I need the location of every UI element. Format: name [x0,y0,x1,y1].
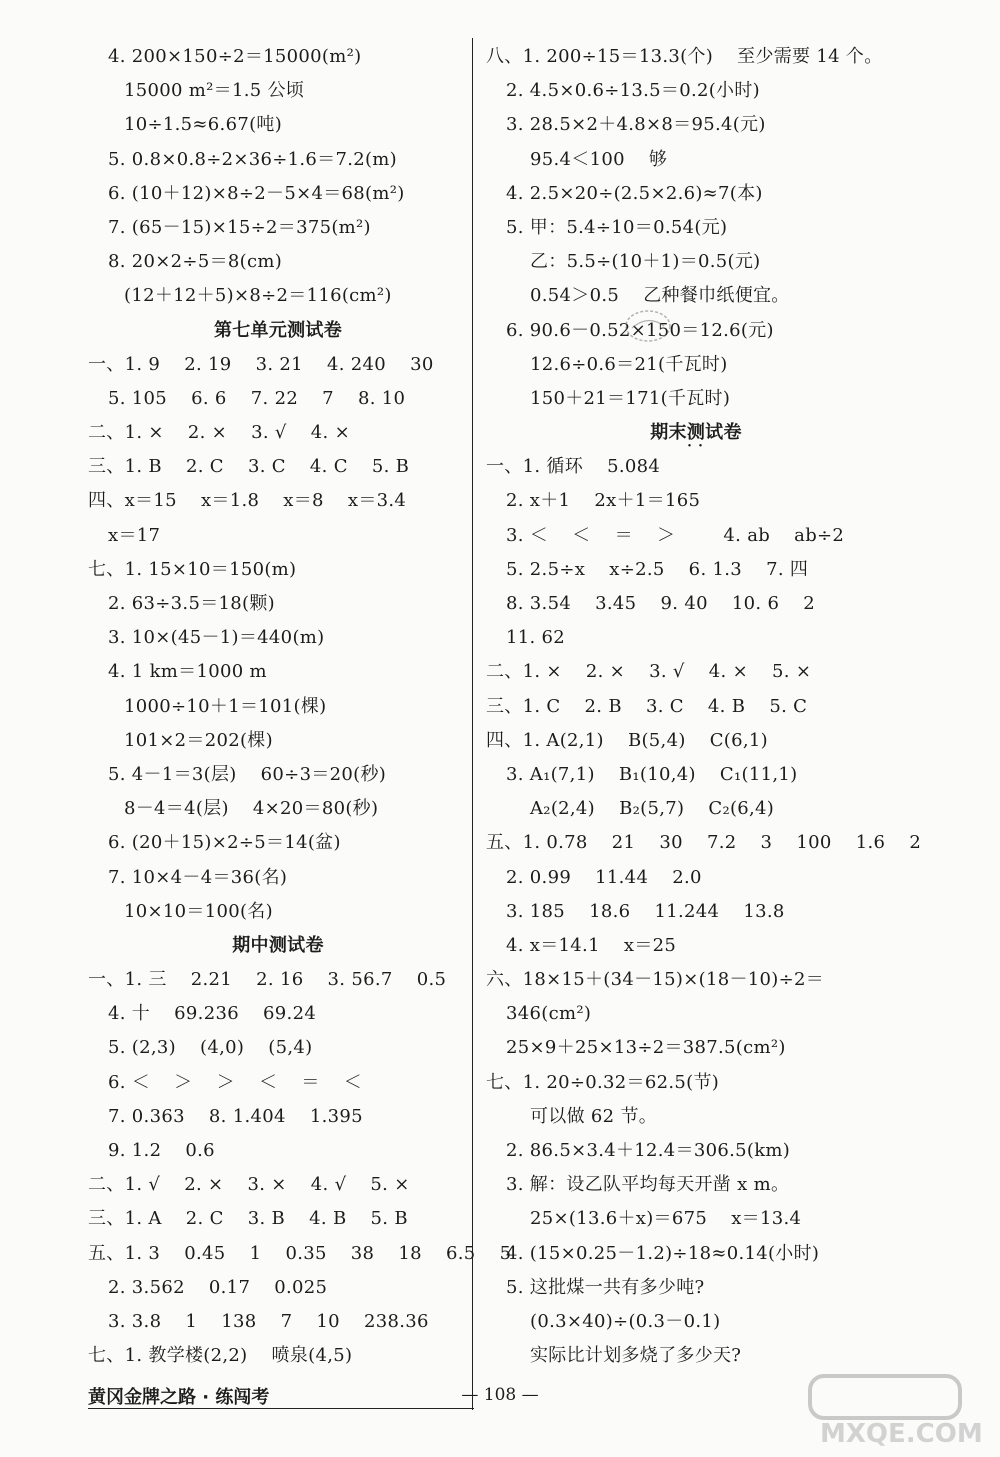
answer-line: 25×9＋25×13÷2＝387.5(cm²) [506,1037,786,1059]
answer-line: 一、1. 三 2.21 2. 16 3. 56.7 0.5 [88,969,447,991]
answer-line: 三、1. B 2. C 3. C 4. C 5. B [88,456,410,478]
answer-line: 9. 1.2 0.6 [108,1140,215,1161]
answer-line: 3. 解：设乙队平均每天开凿 x m。 [506,1174,790,1196]
answer-line: 8－4＝4(层) 4×20＝80(秒) [124,798,379,820]
footer-rule [88,1408,474,1409]
answer-line: 95.4＜100 够 [530,148,668,170]
answer-line: 2. 86.5×3.4＋12.4＝306.5(km) [506,1140,791,1161]
answer-line: 5. 2.5÷x x÷2.5 6. 1.3 7. 四 [506,558,809,580]
answer-line: 实际比计划多烧了多少天? [530,1345,742,1367]
answer-line: 4. 十 69.236 69.24 [108,1003,317,1025]
answer-line: A₂(2,4) B₂(5,7) C₂(6,4) [530,798,775,820]
column-divider [472,38,473,1410]
answer-line: 346(cm²) [506,1003,592,1025]
answer-line: 7. (65－15)×15÷2＝375(m²) [108,216,371,238]
answer-line: 3. 185 18.6 11.244 13.8 [506,900,785,922]
left-column [88,40,512,1373]
answer-line: 6. (20＋15)×2÷5＝14(盆) [108,832,341,854]
answer-line: 4. 200×150÷2＝15000(m²) [108,46,362,67]
answer-line: 5. 105 6. 6 7. 22 7 8. 10 [108,387,406,409]
answer-line: 6. 90.6－0.52×150＝12.6(元) [506,319,774,341]
section-title-final: 期末测试卷 • • [486,416,906,450]
answer-line: 6. ＜ ＞ ＞ ＜ ＝ ＜ [108,1071,363,1093]
answer-line: 3. 10×(45－1)＝440(m) [108,627,325,649]
answer-line: 12.6÷0.6＝21(千瓦时) [530,353,728,375]
answer-line: 2. 4.5×0.6÷13.5＝0.2(小时) [506,80,760,102]
answer-line: (0.3×40)÷(0.3－0.1) [530,1310,721,1332]
answer-line: 七、1. 20÷0.32＝62.5(节) [486,1071,720,1093]
answer-line: 三、1. A 2. C 3. B 4. B 5. B [88,1208,408,1230]
answer-line: 5. 4－1＝3(层) 60÷3＝20(秒) [108,763,387,785]
answer-line: 7. 0.363 8. 1.404 1.395 [108,1105,363,1127]
answer-line: 3. 3.8 1 138 7 10 238.36 [108,1310,429,1332]
answer-line: 2. x＋1 2x＋1＝165 [506,490,701,512]
answer-line: 4. x＝14.1 x＝25 [506,934,677,956]
answer-line: 一、1. 循环 5.084 [486,456,661,478]
watermark-emblem-icon [810,1376,960,1418]
watermark-logo [790,1370,990,1450]
answer-line: 4. 2.5×20÷(2.5×2.6)≈7(本) [506,182,763,204]
answer-line: (12＋12＋5)×8÷2＝116(cm²) [124,285,392,307]
answer-line: 5. 这批煤一共有多少吨? [506,1276,705,1298]
answer-line: 五、1. 0.78 21 30 7.2 3 100 1.6 2 [486,832,922,854]
answer-line: 2. 0.99 11.44 2.0 [506,866,702,888]
answer-line: 二、1. × 2. × 3. √ 4. × 5. × [486,661,812,683]
answer-line: 25×(13.6＋x)＝675 x＝13.4 [530,1208,802,1230]
answer-line: 5. 甲：5.4÷10＝0.54(元) [506,216,728,238]
answer-line: 101×2＝202(棵) [124,729,273,751]
answer-line: 四、1. A(2,1) B(5,4) C(6,1) [486,729,768,751]
answer-line: 15000 m²＝1.5 公顷 [124,80,305,102]
answer-line: 三、1. C 2. B 3. C 4. B 5. C [486,695,808,717]
answer-line: 二、1. √ 2. × 3. × 4. √ 5. × [88,1174,410,1196]
answer-line: 2. 63÷3.5＝18(颗) [108,593,275,614]
answer-line: x＝17 [108,524,161,546]
answer-line: 乙：5.5÷(10＋1)＝0.5(元) [530,251,761,273]
right-column [486,40,922,1373]
answer-line: 3. A₁(7,1) B₁(10,4) C₁(11,1) [506,763,798,785]
answer-line: 5. (2,3) (4,0) (5,4) [108,1037,313,1059]
answer-line: 150＋21＝171(千瓦时) [530,387,731,409]
answer-line: 四、x＝15 x＝1.8 x＝8 x＝3.4 [88,490,407,512]
answer-line: 10÷1.5≈6.67(吨) [124,114,283,136]
answer-line: 1000÷10＋1＝101(棵) [124,695,327,717]
answer-line: 六、18×15＋(34－15)×(18－10)÷2＝ [486,969,825,991]
answer-line: 2. 3.562 0.17 0.025 [108,1276,328,1298]
answer-line: 11. 62 [506,627,566,649]
answer-line: 一、1. 9 2. 19 3. 21 4. 240 30 [88,353,434,375]
answer-line: 0.54＞0.5 乙种餐巾纸便宜。 [530,285,790,307]
answer-line: 3. ＜ ＜ ＝ ＞ 4. ab ab÷2 [506,524,845,546]
answer-line: 6. (10＋12)×8÷2－5×4＝68(m²) [108,182,405,204]
answer-line: 二、1. × 2. × 3. √ 4. × [88,422,350,444]
stamp-icon [622,306,674,346]
answer-line: 8. 20×2÷5＝8(cm) [108,251,283,273]
answer-line: 五、1. 3 0.45 1 0.35 38 18 6.5 5 [88,1242,512,1264]
answer-line: 可以做 62 节。 [530,1105,658,1127]
answer-line: 7. 10×4－4＝36(名) [108,866,288,888]
page-number: — 108 — [461,1385,539,1405]
answer-line: 10×10＝100(名) [124,900,273,922]
answer-line: 4. (15×0.25－1.2)÷18≈0.14(小时) [506,1242,820,1264]
answer-line: 8. 3.54 3.45 9. 40 10. 6 2 [506,593,816,614]
answer-line: 3. 28.5×2＋4.8×8＝95.4(元) [506,114,766,136]
answer-line: 七、1. 15×10＝150(m) [88,558,297,580]
section-title-midterm: 期中测试卷 [232,934,324,956]
watermark-text: MXQE.COM [820,1419,983,1449]
answer-line: 八、1. 200÷15＝13.3(个) 至少需要 14 个。 [486,46,883,67]
footer-brand: 黄冈金牌之路 · 练闯考 [88,1387,270,1408]
answer-line: 七、1. 教学楼(2,2) 喷泉(4,5) [88,1345,353,1367]
section-title-unit7: 第七单元测试卷 [213,319,343,341]
answer-line: 4. 1 km＝1000 m [108,661,267,683]
answer-line: 5. 0.8×0.8÷2×36÷1.6＝7.2(m) [108,148,397,170]
